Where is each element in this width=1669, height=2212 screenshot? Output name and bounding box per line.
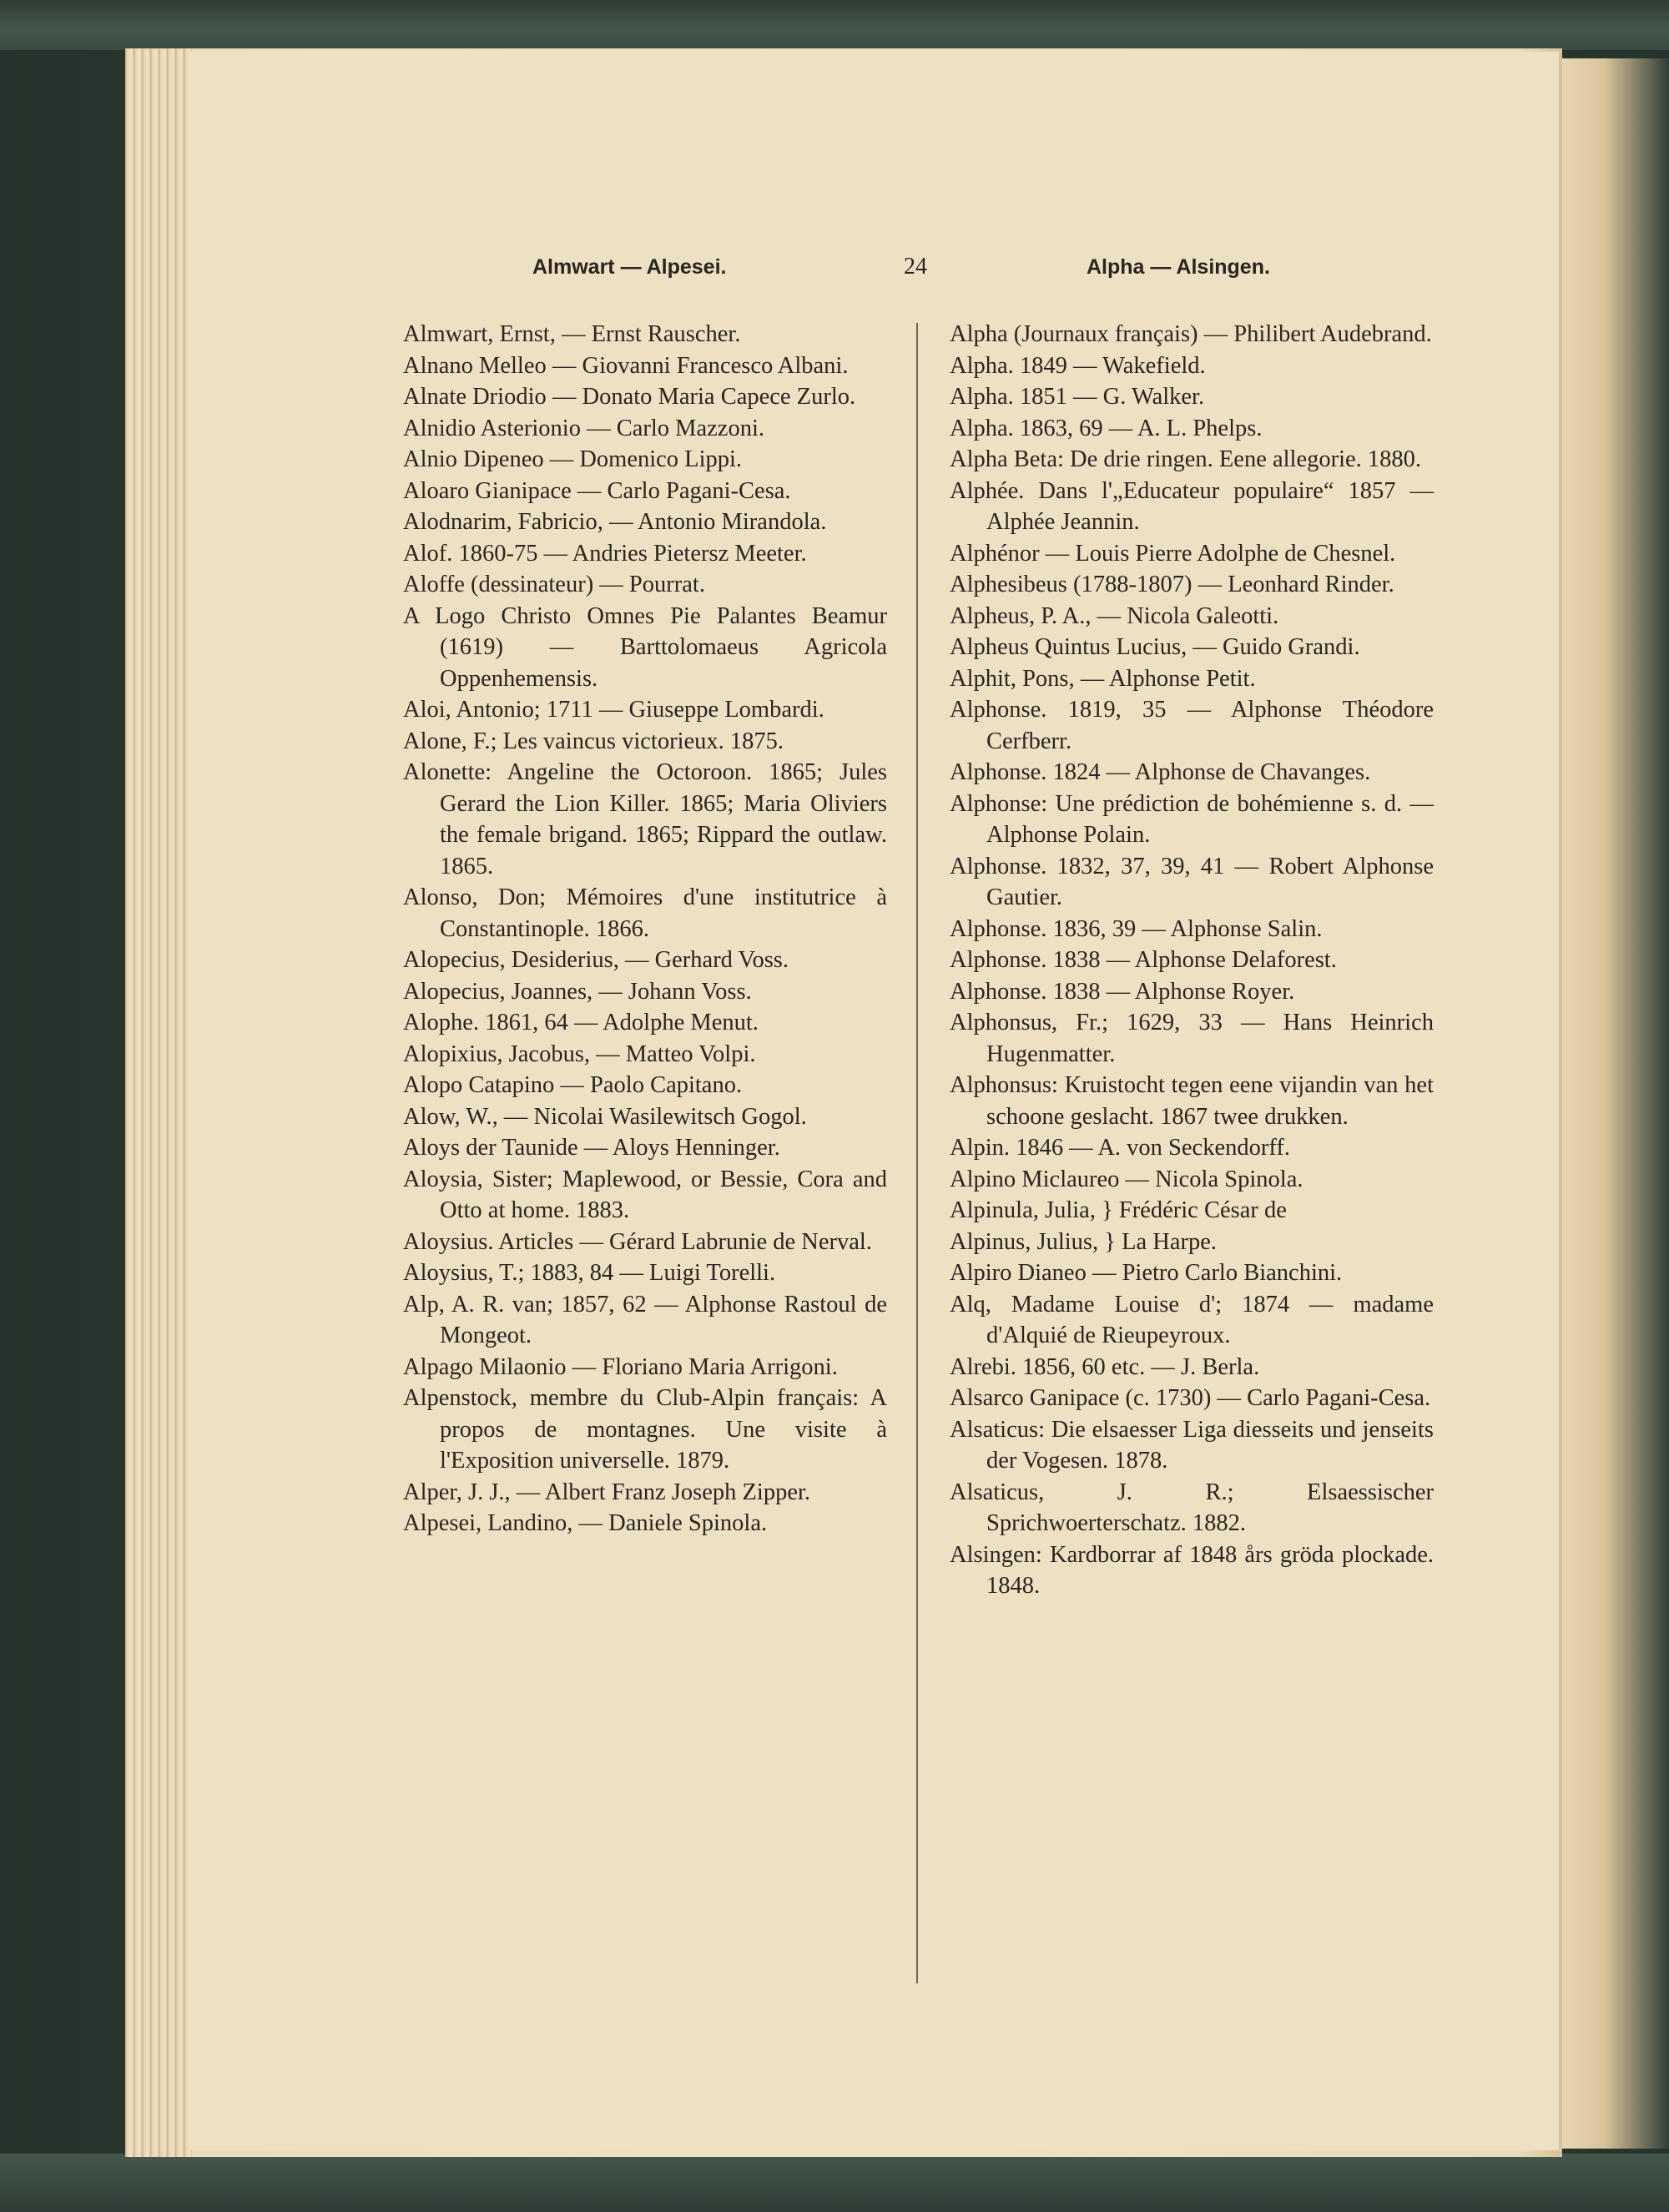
entry: Aloys der Taunide — Aloys Henninger. — [403, 1135, 780, 1161]
entry: Alonette: Angeline the Octoroon. 1865; Jules Gerard the Lion Killer. 1865; Maria Oliviers the female brigand. 1865; Rippard the outlaw. 1865. — [403, 759, 887, 879]
entry: Alpha (Journaux français) — Philibert Audebrand. — [950, 321, 1432, 347]
entry: Alsingen: Kardborrar af 1848 års gröda plockade. 1848. — [950, 1541, 1434, 1599]
column-divider — [916, 323, 918, 1983]
entry: Alphonsus, Fr.; 1629, 33 — Hans Heinrich Hugenmatter. — [950, 1010, 1434, 1067]
book-cover-top — [0, 0, 1669, 50]
entry: Alnio Dipeneo — Domenico Lippi. — [403, 446, 743, 472]
page-edges — [125, 48, 192, 2157]
entry: Alphonse: Une prédiction de bohémienne s. d. — Alphonse Polain. — [950, 790, 1434, 848]
left-column — [403, 319, 887, 1539]
entry: Alpha. 1863, 69 — A. L. Phelps. — [950, 415, 1263, 441]
running-head-left: Almwart — Alpesei. — [532, 255, 727, 279]
entry: Alpenstock, membre du Club-Alpin français: A propos de montagnes. Une visite à l'Exposition universelle. 1879. — [403, 1385, 887, 1474]
entry: Alophe. 1861, 64 — Adolphe Menut. — [403, 1010, 759, 1035]
entry: Alphonse. 1819, 35 — Alphonse Théodore Cerfberr. — [950, 697, 1434, 754]
running-head-right: Alpha — Alsingen. — [1087, 255, 1270, 279]
entry: Alp, A. R. van; 1857, 62 — Alphonse Rastoul de Mongeot. — [403, 1291, 887, 1348]
entry: Alodnarim, Fabricio, — Antonio Mirandola. — [403, 509, 827, 535]
entry: Aloi, Antonio; 1711 — Giuseppe Lombardi. — [403, 697, 824, 723]
entry: Aloysius. Articles — Gérard Labrunie de Nerval. — [403, 1228, 872, 1255]
entry: Aloaro Gianipace — Carlo Pagani-Cesa. — [403, 477, 791, 504]
entry: Alpinula, Julia, } Frédéric César de — [950, 1197, 1287, 1223]
book-page — [190, 52, 1559, 2150]
entry: Alopo Catapino — Paolo Capitano. — [403, 1072, 743, 1098]
entry: Alpinus, Julius, } La Harpe. — [950, 1228, 1218, 1255]
entry: Alpha Beta: De drie ringen. Eene allegorie. 1880. — [950, 446, 1422, 472]
entry: Alphit, Pons, — Alphonse Petit. — [950, 665, 1256, 692]
page-number: 24 — [904, 254, 927, 280]
entry: Alphée. Dans l'„Educateur populaire“ 1857 — Alphée Jeannin. — [950, 477, 1434, 535]
entry: Alpheus Quintus Lucius, — Guido Grandi. — [950, 634, 1360, 660]
entry: Alphesibeus (1788-1807) — Leonhard Rinder. — [950, 572, 1394, 597]
entry: Alrebi. 1856, 60 etc. — J. Berla. — [950, 1353, 1260, 1380]
book-cover-bottom — [0, 2154, 1669, 2212]
entry: Alopecius, Desiderius, — Gerhard Voss. — [403, 947, 789, 973]
entry: Alopixius, Jacobus, — Matteo Volpi. — [403, 1040, 756, 1067]
entry: Alsaticus: Die elsaesser Liga diesseits und jenseits der Vogesen. 1878. — [950, 1416, 1434, 1474]
entry: Aloysius, T.; 1883, 84 — Luigi Torelli. — [403, 1260, 776, 1286]
entry: A Logo Christo Omnes Pie Palantes Beamur (1619) — Barttolomaeus Agricola Oppenhemensis. — [403, 602, 887, 692]
entry: Alphonse. 1824 — Alphonse de Chavanges. — [950, 759, 1371, 785]
entry: Alphonse. 1832, 37, 39, 41 — Robert Alphonse Gautier. — [950, 853, 1434, 910]
entry: Alpesei, Landino, — Daniele Spinola. — [403, 1510, 768, 1536]
entry: Alphénor — Louis Pierre Adolphe de Chesnel. — [950, 540, 1396, 567]
entry: Almwart, Ernst, — Ernst Rauscher. — [403, 321, 741, 347]
entry: Alphonse. 1836, 39 — Alphonse Salin. — [950, 915, 1323, 942]
entry: Alpha. 1849 — Wakefield. — [950, 352, 1206, 379]
entry: Alnano Melleo — Giovanni Francesco Albani. — [403, 352, 849, 379]
entry: Alq, Madame Louise d'; 1874 — madame d'Alquié de Rieupeyroux. — [950, 1291, 1434, 1348]
entry: Alpino Miclaureo — Nicola Spinola. — [950, 1166, 1303, 1192]
entry: Alow, W., — Nicolai Wasilewitsch Gogol. — [403, 1103, 807, 1130]
right-page-edge — [1562, 58, 1669, 2149]
entry: Alpago Milaonio — Floriano Maria Arrigoni. — [403, 1353, 838, 1380]
entry: Aloffe (dessinateur) — Pourrat. — [403, 572, 705, 597]
entry: Alsaticus, J. R.; Elsaessischer Sprichwoerterschatz. 1882. — [950, 1479, 1434, 1536]
entry: Alsarco Ganipace (c. 1730) — Carlo Pagani-Cesa. — [950, 1385, 1431, 1411]
entry: Alnate Driodio — Donato Maria Capece Zurlo. — [403, 384, 856, 410]
entry: Alpheus, P. A., — Nicola Galeotti. — [950, 602, 1279, 629]
entry: Alnidio Asterionio — Carlo Mazzoni. — [403, 415, 764, 441]
entry: Aloysia, Sister; Maplewood, or Bessie, Cora and Otto at home. 1883. — [403, 1166, 887, 1223]
entry: Alone, F.; Les vaincus victorieux. 1875. — [403, 728, 784, 754]
right-column — [950, 319, 1434, 1602]
entry: Alphonse. 1838 — Alphonse Royer. — [950, 978, 1295, 1005]
entry: Alof. 1860-75 — Andries Pietersz Meeter. — [403, 540, 807, 567]
entry: Alphonse. 1838 — Alphonse Delaforest. — [950, 947, 1337, 973]
entry: Alopecius, Joannes, — Johann Voss. — [403, 978, 752, 1005]
entry: Alpin. 1846 — A. von Seckendorff. — [950, 1135, 1290, 1161]
entry: Alphonsus: Kruistocht tegen eene vijandin van het schoone geslacht. 1867 twee drukken. — [950, 1072, 1434, 1130]
entry: Alpiro Dianeo — Pietro Carlo Bianchini. — [950, 1260, 1343, 1286]
entry: Alpha. 1851 — G. Walker. — [950, 384, 1205, 410]
entry: Alper, J. J., — Albert Franz Joseph Zipper. — [403, 1479, 811, 1505]
entry: Alonso, Don; Mémoires d'une institutrice à Constantinople. 1866. — [403, 884, 887, 942]
